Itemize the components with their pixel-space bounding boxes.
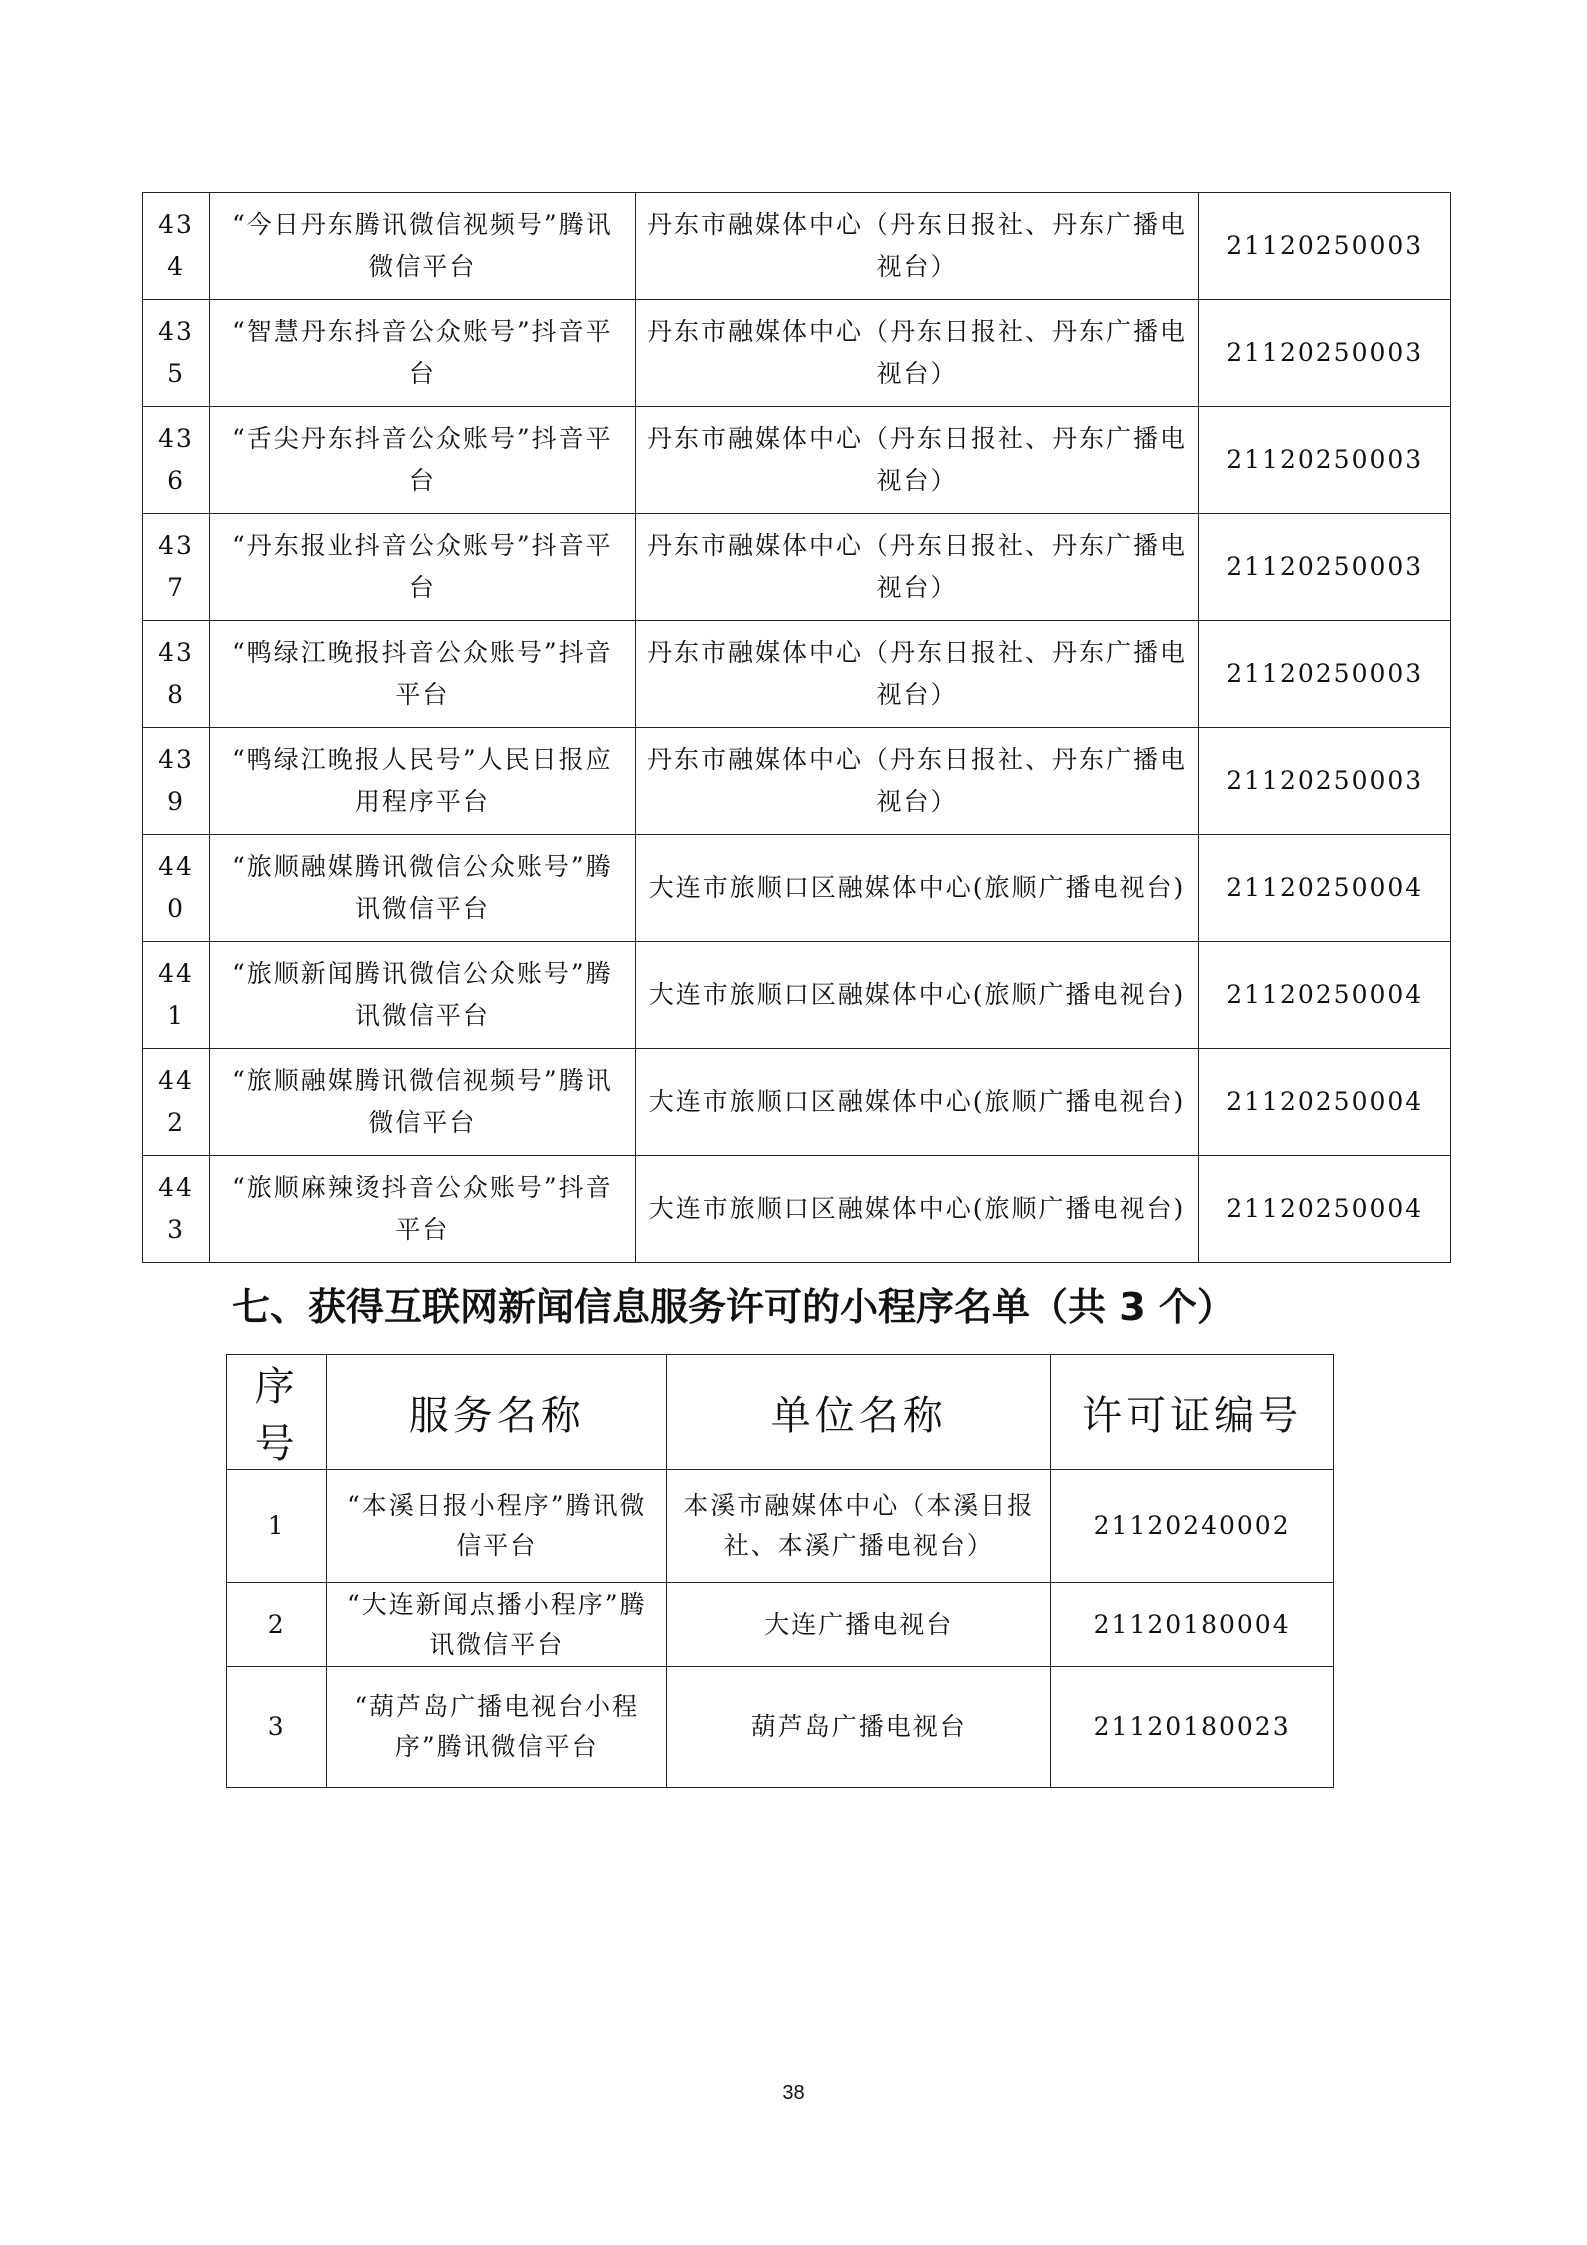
table-row — [227, 1583, 1334, 1667]
row-index: 1 — [227, 1470, 327, 1583]
row-index: 438 — [143, 621, 210, 728]
table-row — [143, 1049, 1451, 1156]
unit-name: 葫芦岛广播电视台 — [667, 1667, 1051, 1788]
row-index: 436 — [143, 407, 210, 514]
service-name: “葫芦岛广播电视台小程序”腾讯微信平台 — [327, 1667, 667, 1788]
license-number: 21120240002 — [1051, 1470, 1334, 1583]
license-number: 21120250003 — [1199, 621, 1451, 728]
license-number: 21120250004 — [1199, 1049, 1451, 1156]
service-name: “鸭绿江晚报抖音公众账号”抖音平台 — [210, 621, 636, 728]
service-name: “智慧丹东抖音公众账号”抖音平台 — [210, 300, 636, 407]
table-row — [143, 1156, 1451, 1263]
license-number: 21120250003 — [1199, 728, 1451, 835]
service-name: “旅顺融媒腾讯微信公众账号”腾讯微信平台 — [210, 835, 636, 942]
row-index: 434 — [143, 193, 210, 300]
row-index: 441 — [143, 942, 210, 1049]
license-number: 21120250004 — [1199, 942, 1451, 1049]
row-index: 439 — [143, 728, 210, 835]
header-unit-name: 单位名称 — [667, 1355, 1051, 1470]
license-number: 21120180004 — [1051, 1583, 1334, 1667]
unit-name: 丹东市融媒体中心（丹东日报社、丹东广播电视台） — [635, 728, 1199, 835]
row-index: 435 — [143, 300, 210, 407]
page-number: 38 — [782, 2082, 805, 2104]
table-row — [143, 728, 1451, 835]
unit-name: 丹东市融媒体中心（丹东日报社、丹东广播电视台） — [635, 514, 1199, 621]
service-name: “今日丹东腾讯微信视频号”腾讯微信平台 — [210, 193, 636, 300]
license-number: 21120250003 — [1199, 300, 1451, 407]
service-name: “丹东报业抖音公众账号”抖音平台 — [210, 514, 636, 621]
unit-name: 大连市旅顺口区融媒体中心(旅顺广播电视台) — [635, 1049, 1199, 1156]
table-row — [143, 300, 1451, 407]
unit-name: 丹东市融媒体中心（丹东日报社、丹东广播电视台） — [635, 193, 1199, 300]
header-index: 序号 — [227, 1355, 327, 1470]
service-name: “舌尖丹东抖音公众账号”抖音平台 — [210, 407, 636, 514]
row-index: 2 — [227, 1583, 327, 1667]
service-name: “旅顺麻辣烫抖音公众账号”抖音平台 — [210, 1156, 636, 1263]
row-index: 442 — [143, 1049, 210, 1156]
unit-name: 大连市旅顺口区融媒体中心(旅顺广播电视台) — [635, 1156, 1199, 1263]
table-row — [143, 621, 1451, 728]
row-index: 3 — [227, 1667, 327, 1788]
section-heading: 七、获得互联网新闻信息服务许可的小程序名单（共 3 个） — [232, 1285, 1235, 1329]
header-service-name: 服务名称 — [327, 1355, 667, 1470]
license-number: 21120180023 — [1051, 1667, 1334, 1788]
unit-name: 丹东市融媒体中心（丹东日报社、丹东广播电视台） — [635, 300, 1199, 407]
row-index: 443 — [143, 1156, 210, 1263]
table-row — [143, 514, 1451, 621]
table-header-row — [227, 1355, 1334, 1470]
header-license-number: 许可证编号 — [1051, 1355, 1334, 1470]
service-name: “旅顺融媒腾讯微信视频号”腾讯微信平台 — [210, 1049, 636, 1156]
row-index: 440 — [143, 835, 210, 942]
mini-program-table — [226, 1354, 1334, 1788]
table-row — [143, 835, 1451, 942]
table-row — [143, 193, 1451, 300]
table-row — [143, 407, 1451, 514]
unit-name: 大连广播电视台 — [667, 1583, 1051, 1667]
license-number: 21120250004 — [1199, 1156, 1451, 1263]
license-continuation-table — [142, 192, 1451, 1263]
table-row — [227, 1667, 1334, 1788]
service-name: “本溪日报小程序”腾讯微信平台 — [327, 1470, 667, 1583]
license-number: 21120250003 — [1199, 193, 1451, 300]
license-number: 21120250004 — [1199, 835, 1451, 942]
service-name: “鸭绿江晚报人民号”人民日报应用程序平台 — [210, 728, 636, 835]
table-row — [227, 1470, 1334, 1583]
service-name: “大连新闻点播小程序”腾讯微信平台 — [327, 1583, 667, 1667]
row-index: 437 — [143, 514, 210, 621]
unit-name: 丹东市融媒体中心（丹东日报社、丹东广播电视台） — [635, 407, 1199, 514]
unit-name: 丹东市融媒体中心（丹东日报社、丹东广播电视台） — [635, 621, 1199, 728]
unit-name: 大连市旅顺口区融媒体中心(旅顺广播电视台) — [635, 835, 1199, 942]
unit-name: 本溪市融媒体中心（本溪日报社、本溪广播电视台） — [667, 1470, 1051, 1583]
service-name: “旅顺新闻腾讯微信公众账号”腾讯微信平台 — [210, 942, 636, 1049]
license-number: 21120250003 — [1199, 407, 1451, 514]
table-row — [143, 942, 1451, 1049]
license-number: 21120250003 — [1199, 514, 1451, 621]
unit-name: 大连市旅顺口区融媒体中心(旅顺广播电视台) — [635, 942, 1199, 1049]
